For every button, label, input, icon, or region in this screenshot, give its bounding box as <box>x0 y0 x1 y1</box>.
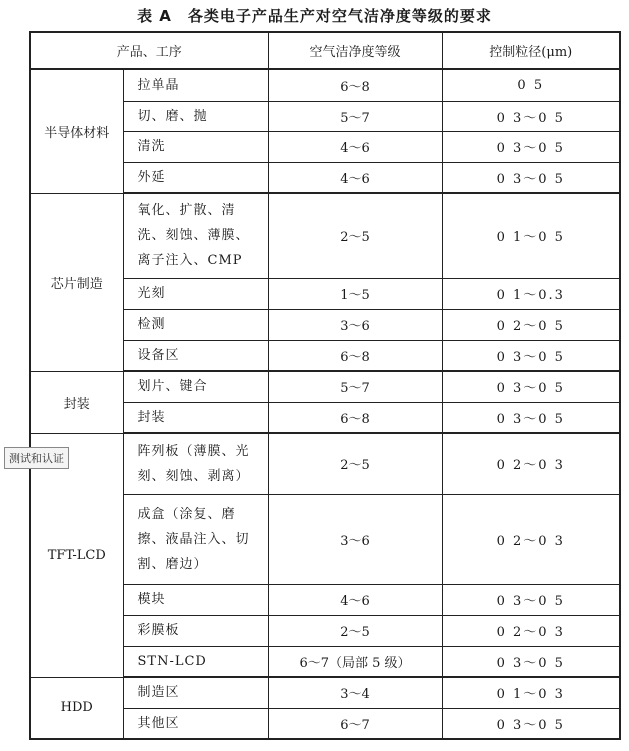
grade-cell: 3～6 <box>268 309 442 340</box>
header-product: 产品、工序 <box>30 32 268 69</box>
table-row <box>30 433 620 494</box>
process-cell: 阵列板（薄膜、光刻、刻蚀、剥离） <box>123 433 268 494</box>
category-cell: 半导体材料 <box>30 69 123 193</box>
grade-cell: 2～5 <box>268 615 442 646</box>
particle-size-cell: 0 2～0 3 <box>442 494 620 584</box>
process-cell: 拉单晶 <box>123 69 268 101</box>
table-row <box>30 193 620 278</box>
particle-size-cell: 0 3～0 5 <box>442 340 620 371</box>
grade-cell: 1～5 <box>268 278 442 309</box>
particle-size-cell: 0 3～0 5 <box>442 708 620 739</box>
grade-cell: 6～8 <box>268 69 442 101</box>
particle-size-cell: 0 3～0 5 <box>442 371 620 402</box>
process-cell: 制造区 <box>123 677 268 708</box>
grade-cell: 4～6 <box>268 131 442 162</box>
grade-cell: 2～5 <box>268 433 442 494</box>
certification-stamp: 测试和认证 <box>4 447 69 469</box>
category-cell: HDD <box>30 677 123 739</box>
header-grade: 空气洁净度等级 <box>268 32 442 69</box>
particle-size-cell: 0 3～0 5 <box>442 402 620 433</box>
cleanroom-requirements-table <box>29 31 621 740</box>
table-row <box>30 371 620 402</box>
process-cell: 切、磨、抛 <box>123 101 268 131</box>
process-cell: 彩膜板 <box>123 615 268 646</box>
particle-size-cell: 0 3～0 5 <box>442 131 620 162</box>
particle-size-cell: 0 3～0 5 <box>442 101 620 131</box>
table-row <box>30 677 620 708</box>
particle-size-cell: 0 3～0 5 <box>442 162 620 193</box>
grade-cell: 2～5 <box>268 193 442 278</box>
process-cell: 封装 <box>123 402 268 433</box>
grade-cell: 4～6 <box>268 584 442 615</box>
process-cell: 划片、键合 <box>123 371 268 402</box>
category-cell: 封装 <box>30 371 123 433</box>
table-title: 表 A 各类电子产品生产对空气洁净度等级的要求 <box>137 7 492 25</box>
particle-size-cell: 0 2～0 5 <box>442 309 620 340</box>
category-cell: 芯片制造 <box>30 193 123 371</box>
process-cell: 检测 <box>123 309 268 340</box>
process-cell: STN-LCD <box>123 646 268 677</box>
grade-cell: 6～8 <box>268 402 442 433</box>
process-cell: 氧化、扩散、清洗、刻蚀、薄膜、离子注入、CMP <box>123 193 268 278</box>
process-cell: 模块 <box>123 584 268 615</box>
particle-size-cell: 0 1～0 5 <box>442 193 620 278</box>
particle-size-cell: 0 5 <box>442 69 620 101</box>
grade-cell: 3～6 <box>268 494 442 584</box>
grade-cell: 6～7 <box>268 708 442 739</box>
process-cell: 清洗 <box>123 131 268 162</box>
category-cell: TFT-LCD <box>30 433 123 677</box>
particle-size-cell: 0 1～0 3 <box>442 677 620 708</box>
grade-cell: 4～6 <box>268 162 442 193</box>
particle-size-cell: 0 1～0.3 <box>442 278 620 309</box>
grade-cell: 3～4 <box>268 677 442 708</box>
particle-size-cell: 0 2～0 3 <box>442 433 620 494</box>
particle-size-cell: 0 3～0 5 <box>442 584 620 615</box>
particle-size-cell: 0 2～0 3 <box>442 615 620 646</box>
grade-cell: 5～7 <box>268 371 442 402</box>
process-cell: 外延 <box>123 162 268 193</box>
process-cell: 光刻 <box>123 278 268 309</box>
grade-cell: 5～7 <box>268 101 442 131</box>
table-row <box>30 69 620 101</box>
table-body <box>30 69 620 739</box>
header-particle: 控制粒径(μm) <box>442 32 620 69</box>
process-cell: 其他区 <box>123 708 268 739</box>
process-cell: 设备区 <box>123 340 268 371</box>
grade-cell: 6～8 <box>268 340 442 371</box>
process-cell: 成盒（涂复、磨擦、液晶注入、切割、磨边） <box>123 494 268 584</box>
grade-cell: 6～7（局部 5 级） <box>268 646 442 677</box>
particle-size-cell: 0 3～0 5 <box>442 646 620 677</box>
table-header-row <box>30 32 620 69</box>
